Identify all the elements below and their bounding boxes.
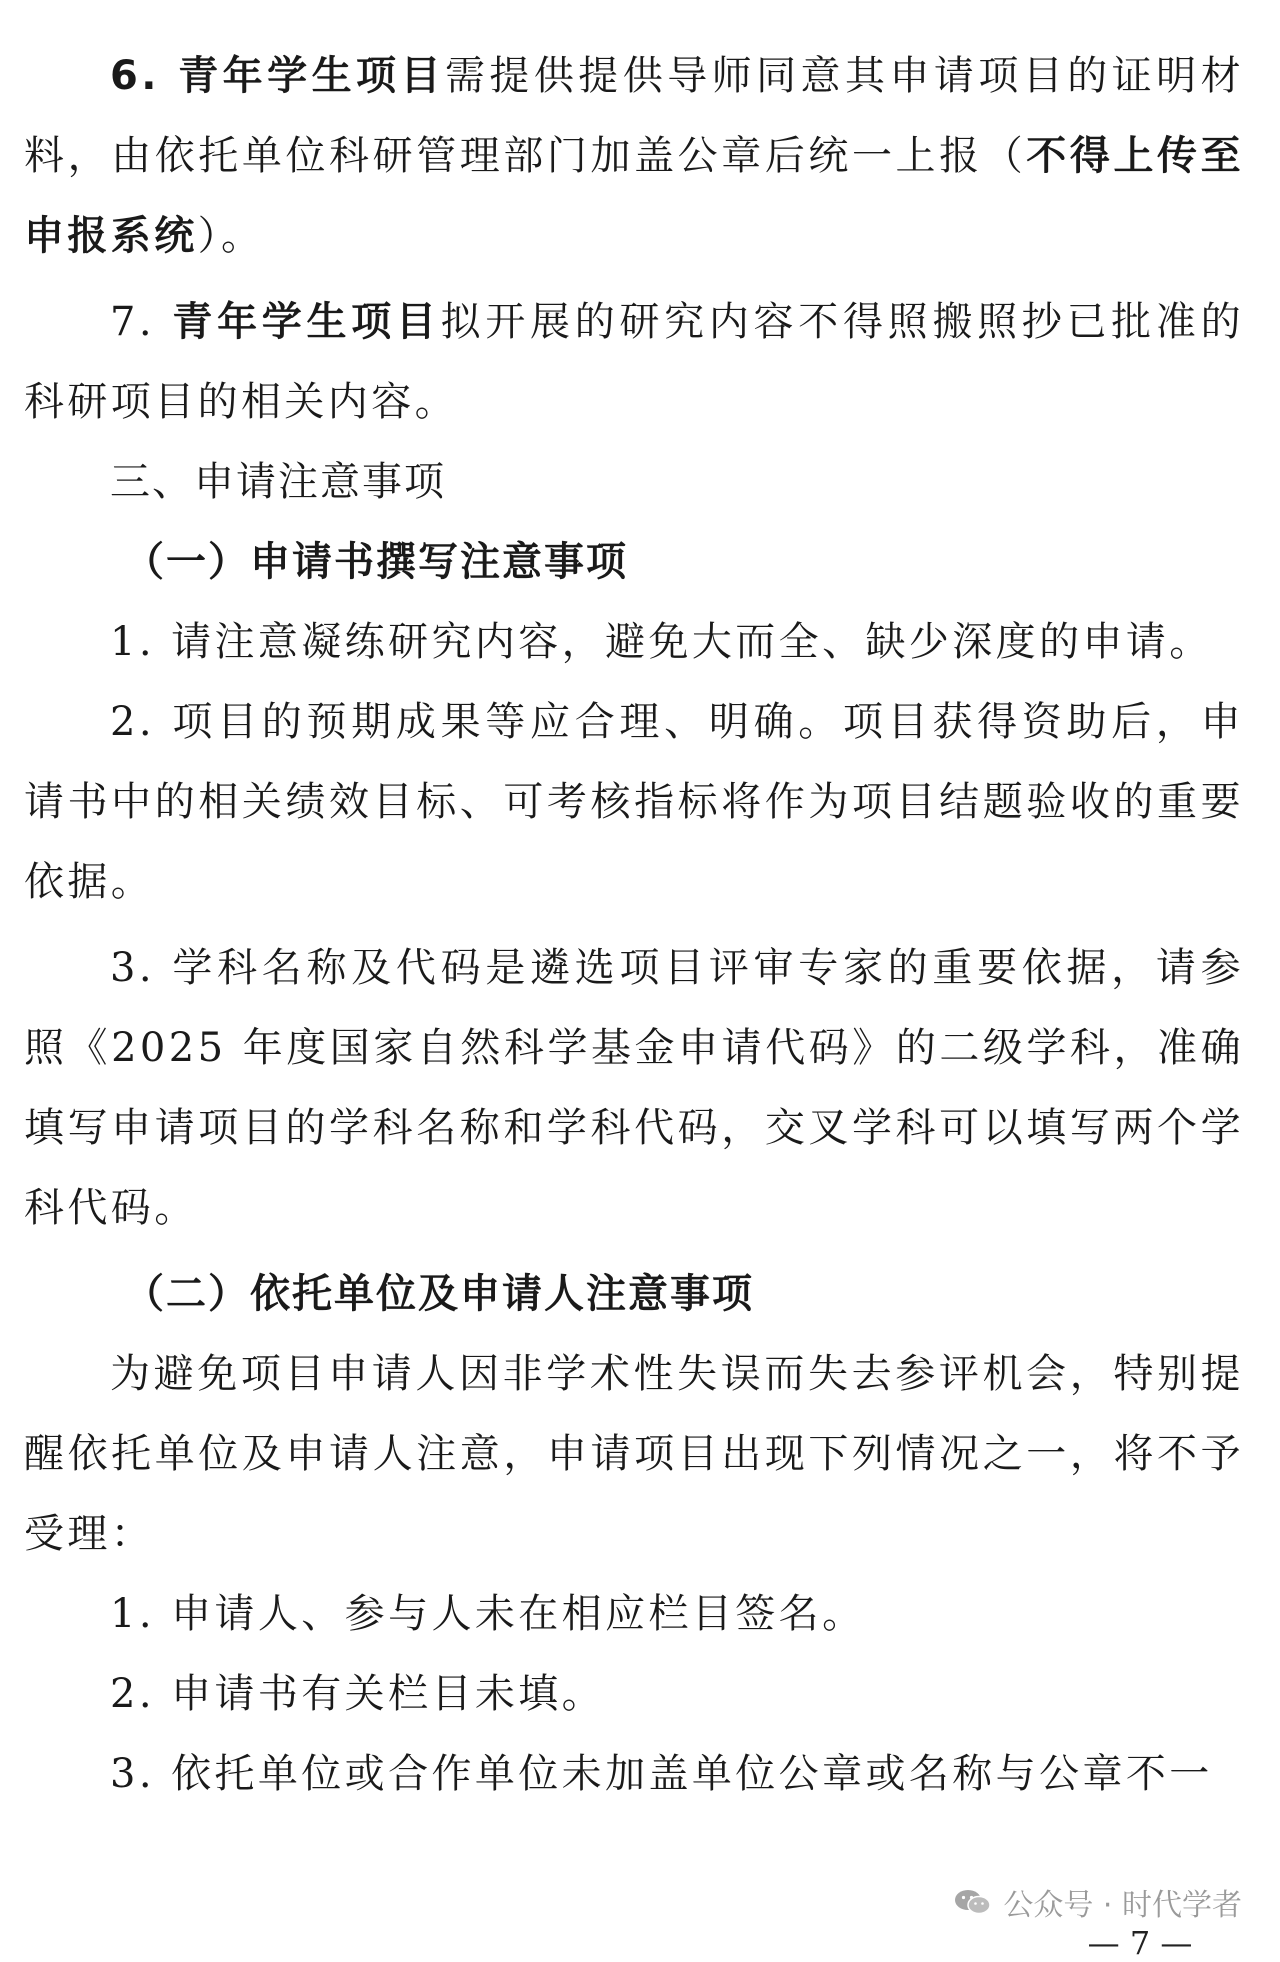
paragraph-text: 需提供提供导师同意其申请项目的证明材料，由依托单位科研管理部门加盖公章后统一上报（ bbox=[24, 53, 1245, 179]
subsection-heading-2: （二）依托单位及申请人注意事项 bbox=[124, 1271, 754, 1317]
list-item: 1. 请注意凝练研究内容，避免大而全、缺少深度的申请。 bbox=[110, 619, 1213, 665]
item-number: 6. bbox=[110, 53, 179, 99]
document-page bbox=[24, 0, 1244, 1814]
watermark-text: 公众号 · 时代学者 bbox=[1003, 1888, 1242, 1923]
watermark bbox=[953, 1880, 1242, 1924]
page-number: — 7 — bbox=[1087, 1924, 1193, 1962]
bold-emphasis: 不得上传至申报系统 bbox=[24, 133, 1245, 259]
paragraph-text-end: ）。 bbox=[197, 213, 265, 259]
paragraph-text: 拟开展的研究内容不得照搬照抄已批准的科研项目的相关内容。 bbox=[24, 299, 1244, 425]
list-item: 2. 项目的预期成果等应合理、明确。项目获得资助后，申请书中的相关绩效目标、可考核指标将作为项目结题验收的重要依据。 bbox=[24, 699, 1244, 905]
list-item: 3. 依托单位或合作单位未加盖单位公章或名称与公章不一 bbox=[110, 1751, 1213, 1797]
subsection-heading-1: （一）申请书撰写注意事项 bbox=[124, 539, 628, 585]
item-number: 7. bbox=[110, 299, 173, 345]
bold-term: 青年学生项目 bbox=[172, 299, 441, 345]
paragraph-intro: 为避免项目申请人因非学术性失误而失去参评机会，特别提醒依托单位及申请人注意，申请项目出现下列情况之一，将不予受理： bbox=[24, 1351, 1244, 1557]
list-item: 3. 学科名称及代码是遴选项目评审专家的重要依据，请参照《2025 年度国家自然科学基金申请代码》的二级学科，准确填写申请项目的学科名称和学科代码，交叉学科可以填写两个学科代码。 bbox=[24, 945, 1244, 1231]
bold-term: 青年学生项目 bbox=[178, 53, 445, 99]
section-heading: 三、申请注意事项 bbox=[110, 459, 446, 505]
list-item: 2. 申请书有关栏目未填。 bbox=[110, 1671, 606, 1717]
paragraph-7 bbox=[24, 282, 1244, 442]
paragraph-6 bbox=[24, 36, 1244, 276]
wechat-icon bbox=[953, 1887, 993, 1917]
list-item: 1. 申请人、参与人未在相应栏目签名。 bbox=[110, 1591, 866, 1637]
